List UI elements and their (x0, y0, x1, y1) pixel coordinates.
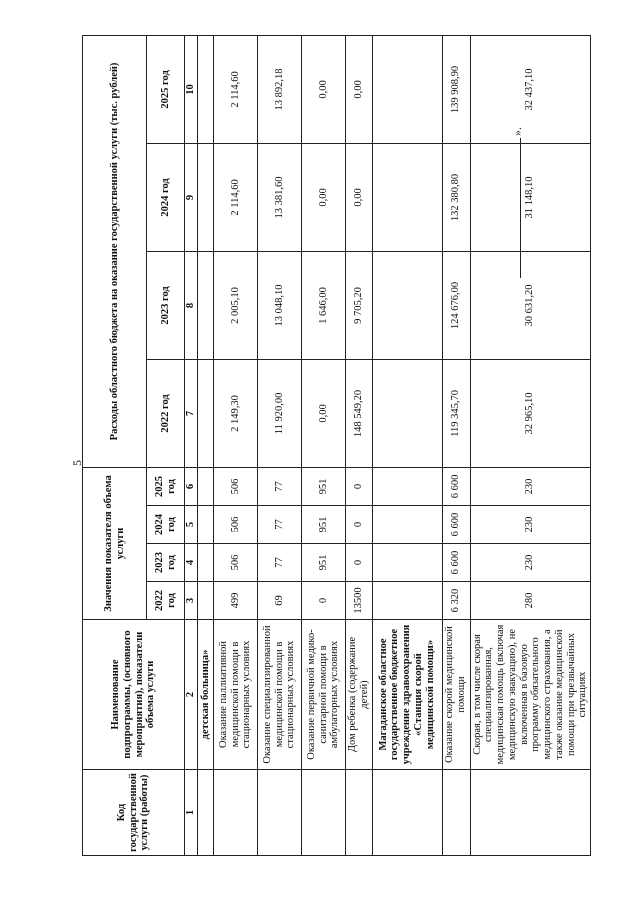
expense-2023: 2 005,10 (214, 251, 258, 359)
header-volume-year: 2024 год (147, 506, 185, 544)
volume-2022 (198, 582, 214, 620)
column-number: 6 (185, 467, 198, 505)
expense-2022 (372, 359, 442, 467)
row-name: детская больница» (198, 620, 214, 770)
header-expense-group: Расходы областного бюджета на оказание государственной услуги (тыс. рублей) (83, 35, 147, 467)
volume-2023: 951 (302, 544, 346, 582)
volume-2025: 77 (258, 467, 302, 505)
expense-2025 (372, 35, 442, 143)
expense-2023 (198, 251, 214, 359)
volume-2023: 506 (214, 544, 258, 582)
expense-2025: 32 437,10 (470, 35, 591, 143)
header-expense-year: 2024 год (147, 143, 185, 251)
column-number: 1 (185, 770, 198, 856)
header-volume-year: 2025 год (147, 467, 185, 505)
volume-2024: 506 (214, 506, 258, 544)
volume-2024: 230 (470, 506, 591, 544)
expense-2022: 0,00 (302, 359, 346, 467)
volume-2024: 951 (302, 506, 346, 544)
expense-2025: 13 892,18 (258, 35, 302, 143)
header-name: Наименование подпрограммы, (основного мероприятия), показатели объема услуги (83, 620, 185, 770)
expense-2023: 9 705,20 (346, 251, 373, 359)
volume-2024 (198, 506, 214, 544)
table-row (214, 35, 258, 855)
expense-2025: 139 908,90 (442, 35, 470, 143)
expense-2023: 13 048,10 (258, 251, 302, 359)
volume-2025: 0 (346, 467, 373, 505)
header-expense-year: 2023 год (147, 251, 185, 359)
page-number: 5 (70, 460, 84, 466)
volume-2025: 230 (470, 467, 591, 505)
volume-2023: 6 600 (442, 544, 470, 582)
volume-2022: 499 (214, 582, 258, 620)
closing-quote: ». (510, 127, 524, 136)
expense-2022: 11 920,00 (258, 359, 302, 467)
expense-2024: 0,00 (346, 143, 373, 251)
row-name: Оказание паллиативной медицинской помощи в стационарных условиях (214, 620, 258, 770)
expense-2024: 132 380,80 (442, 143, 470, 251)
header-volume-group: Значения показателя объема услуги (83, 467, 147, 619)
column-number: 7 (185, 359, 198, 467)
volume-2025: 6 600 (442, 467, 470, 505)
row-code (198, 770, 214, 856)
expense-2024: 13 381,60 (258, 143, 302, 251)
volume-2025 (372, 467, 442, 505)
column-number-row (185, 35, 198, 855)
expense-2022: 32 965,10 (470, 359, 591, 467)
row-name: Магаданское областное государственное бюджетное учреждение здравоохранения «Станция скорой медицинской помощи» (372, 620, 442, 770)
row-code (302, 770, 346, 856)
column-number: 8 (185, 251, 198, 359)
column-number: 5 (185, 506, 198, 544)
expense-2025 (198, 35, 214, 143)
budget-table-container (82, 36, 589, 856)
expense-2022 (198, 359, 214, 467)
volume-2024 (372, 506, 442, 544)
table-row (198, 35, 214, 855)
row-code (470, 770, 591, 856)
volume-2023: 0 (346, 544, 373, 582)
table-row (470, 35, 591, 855)
volume-2025 (198, 467, 214, 505)
header-volume-year: 2023 год (147, 544, 185, 582)
row-code (372, 770, 442, 856)
row-name: Скорая, в том числе скорая специализированная, медицинская помощь (включая медицинскую эвакуацию), не включенная в базовую программу обязательного медицинского страхования, а также оказание медицинской помощи при чрезвычайных ситуациях (470, 620, 591, 770)
expense-2025: 0,00 (346, 35, 373, 143)
column-number: 4 (185, 544, 198, 582)
table-row (372, 35, 442, 855)
volume-2023: 230 (470, 544, 591, 582)
row-name: Оказание первичной медико-санитарной помощи в амбулаторных условиях (302, 620, 346, 770)
volume-2022: 0 (302, 582, 346, 620)
row-name: Оказание специализированной медицинской помощи в стационарных условиях (258, 620, 302, 770)
expense-2024: 31 148,10 (470, 143, 591, 251)
closing-rule (520, 138, 521, 278)
header-volume-year: 2022 год (147, 582, 185, 620)
volume-2025: 951 (302, 467, 346, 505)
column-number: 3 (185, 582, 198, 620)
header-expense-year: 2025 год (147, 35, 185, 143)
volume-2023 (372, 544, 442, 582)
column-number: 9 (185, 143, 198, 251)
volume-2024: 6 600 (442, 506, 470, 544)
table-row (302, 35, 346, 855)
expense-2023 (372, 251, 442, 359)
volume-2024: 77 (258, 506, 302, 544)
header-code: Код государственной услуги (работы) (83, 770, 185, 856)
expense-2023: 1 646,00 (302, 251, 346, 359)
expense-2024 (198, 143, 214, 251)
volume-2024: 0 (346, 506, 373, 544)
expense-2024 (372, 143, 442, 251)
volume-2025: 506 (214, 467, 258, 505)
volume-2022: 13500 (346, 582, 373, 620)
table-row (346, 35, 373, 855)
column-number: 2 (185, 620, 198, 770)
expense-2024: 2 114,60 (214, 143, 258, 251)
row-name: Дом ребенка (содержание детей) (346, 620, 373, 770)
table-row (442, 35, 470, 855)
expense-2022: 148 549,20 (346, 359, 373, 467)
column-number: 10 (185, 35, 198, 143)
row-code (258, 770, 302, 856)
expense-2022: 119 345,70 (442, 359, 470, 467)
table-row (258, 35, 302, 855)
volume-2023: 77 (258, 544, 302, 582)
volume-2022: 69 (258, 582, 302, 620)
expense-2025: 0,00 (302, 35, 346, 143)
row-name: Оказание скорой медицинской помощи (442, 620, 470, 770)
row-code (442, 770, 470, 856)
expense-2023: 124 676,00 (442, 251, 470, 359)
expense-2025: 2 114,60 (214, 35, 258, 143)
expense-2024: 0,00 (302, 143, 346, 251)
expense-2022: 2 149,30 (214, 359, 258, 467)
row-code (214, 770, 258, 856)
volume-2022: 6 320 (442, 582, 470, 620)
volume-2022 (372, 582, 442, 620)
volume-2022: 280 (470, 582, 591, 620)
volume-2023 (198, 544, 214, 582)
expense-2023: 30 631,20 (470, 251, 591, 359)
header-expense-year: 2022 год (147, 359, 185, 467)
closing-mark (510, 118, 522, 278)
row-code (346, 770, 373, 856)
